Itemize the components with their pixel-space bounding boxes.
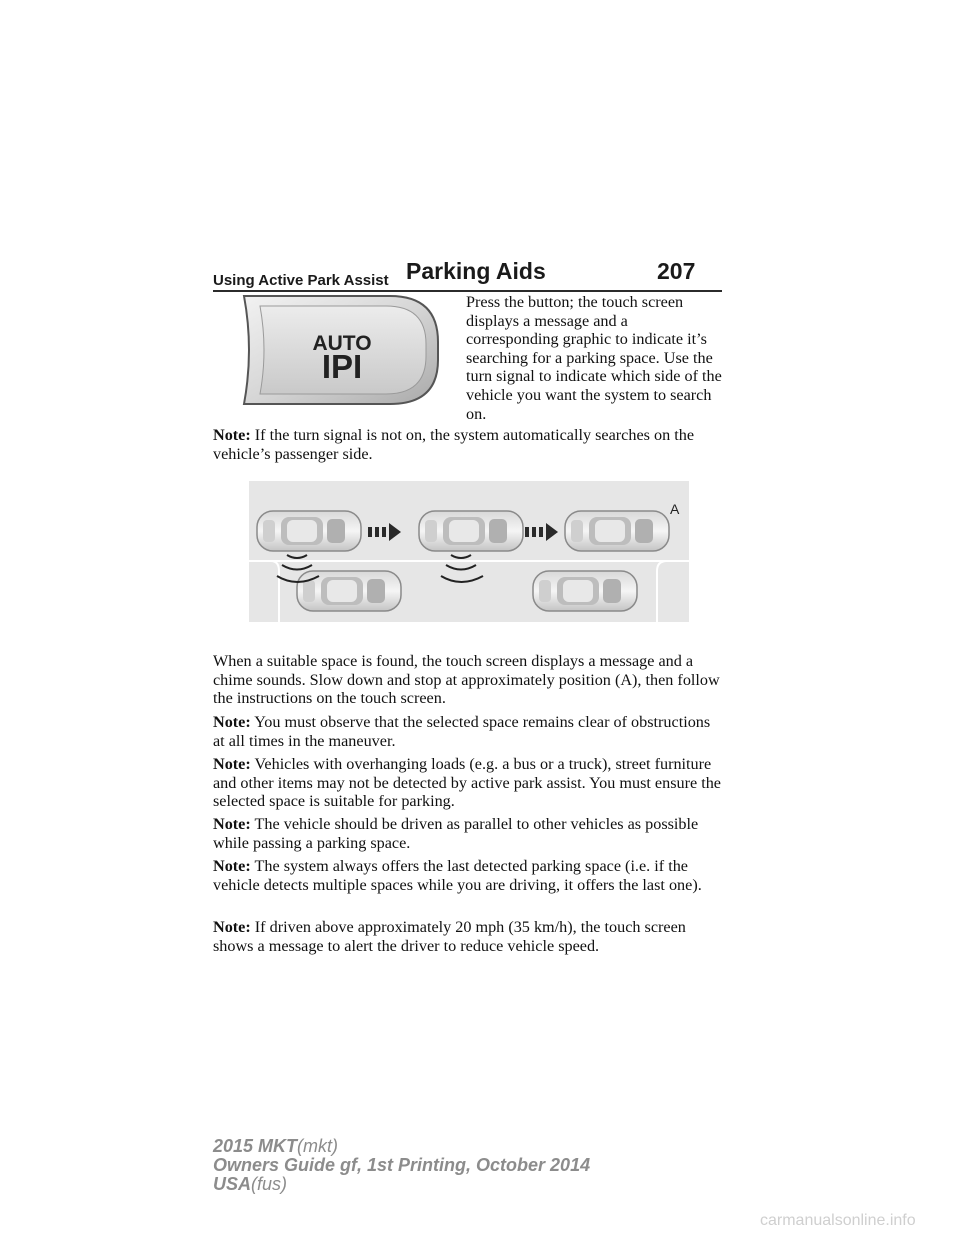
car-moving-3 [565,511,669,551]
footer-market-tag: (fus) [251,1174,288,1194]
note-label: Note: [213,755,251,773]
parking-space-search-diagram [249,481,689,622]
note-paragraph [213,713,723,750]
note-label: Note: [213,815,251,833]
watermark: carmanualsonline.info [760,1212,916,1229]
position-label-a: A [670,501,680,517]
button-label-ipi: IPI [321,348,363,385]
page-number: 207 [657,258,696,284]
note-label: Note: [213,713,251,731]
auto-ipi-button-illustration [240,294,440,406]
note-label: Note: [213,426,251,444]
note-paragraph [213,815,723,852]
section-heading: Using Active Park Assist [213,272,389,289]
note-paragraph [213,755,723,811]
footer-market: USA [213,1174,252,1194]
body-paragraph: When a suitable space is found, the touch screen displays a message and a chime sounds. Slow down and stop at approximately position (A), then follow the instructions on the touch screen. [213,652,720,708]
footer-info [213,1137,590,1194]
note-paragraph [213,426,723,463]
car-moving-2 [419,511,523,551]
footer-printing: Owners Guide gf, 1st Printing, October 2014 [213,1155,591,1175]
parked-car-2 [533,571,637,611]
note-paragraph [213,918,723,955]
car-moving-1 [257,511,361,551]
parked-car-1 [297,571,401,611]
page-header-title: Parking Aids [406,258,546,284]
intro-paragraph: Press the button; the touch screen displays a message and a corresponding graphic to indicate it’s searching for a parking space. Use the turn signal to indicate which side of the vehicle you want the system to search on. [466,293,722,423]
note-paragraph [213,857,723,894]
footer-model-tag: (mkt) [297,1136,339,1156]
note-text: The vehicle should be driven as parallel to other vehicles as possible while passing a parking space. [213,815,699,852]
note-label: Note: [213,857,251,875]
footer-model: 2015 MKT [213,1136,298,1156]
button-label-auto: AUTO [312,332,372,355]
note-label: Note: [213,918,251,936]
note-text: If driven above approximately 20 mph (35 km/h), the touch screen shows a message to alert the driver to reduce vehicle speed. [213,918,686,955]
note-text: You must observe that the selected space remains clear of obstructions at all times in the maneuver. [213,713,711,750]
note-text: Vehicles with overhanging loads (e.g. a bus or a truck), street furniture and other items may not be detected by active park assist. You must ensure the selected space is suitable for parking. [213,755,721,811]
header-divider [213,290,722,292]
note-text: If the turn signal is not on, the system automatically searches on the vehicle’s passenger side. [213,426,695,463]
note-text: The system always offers the last detected parking space (i.e. if the vehicle detects multiple spaces while you are driving, it offers the last one). [213,857,702,894]
